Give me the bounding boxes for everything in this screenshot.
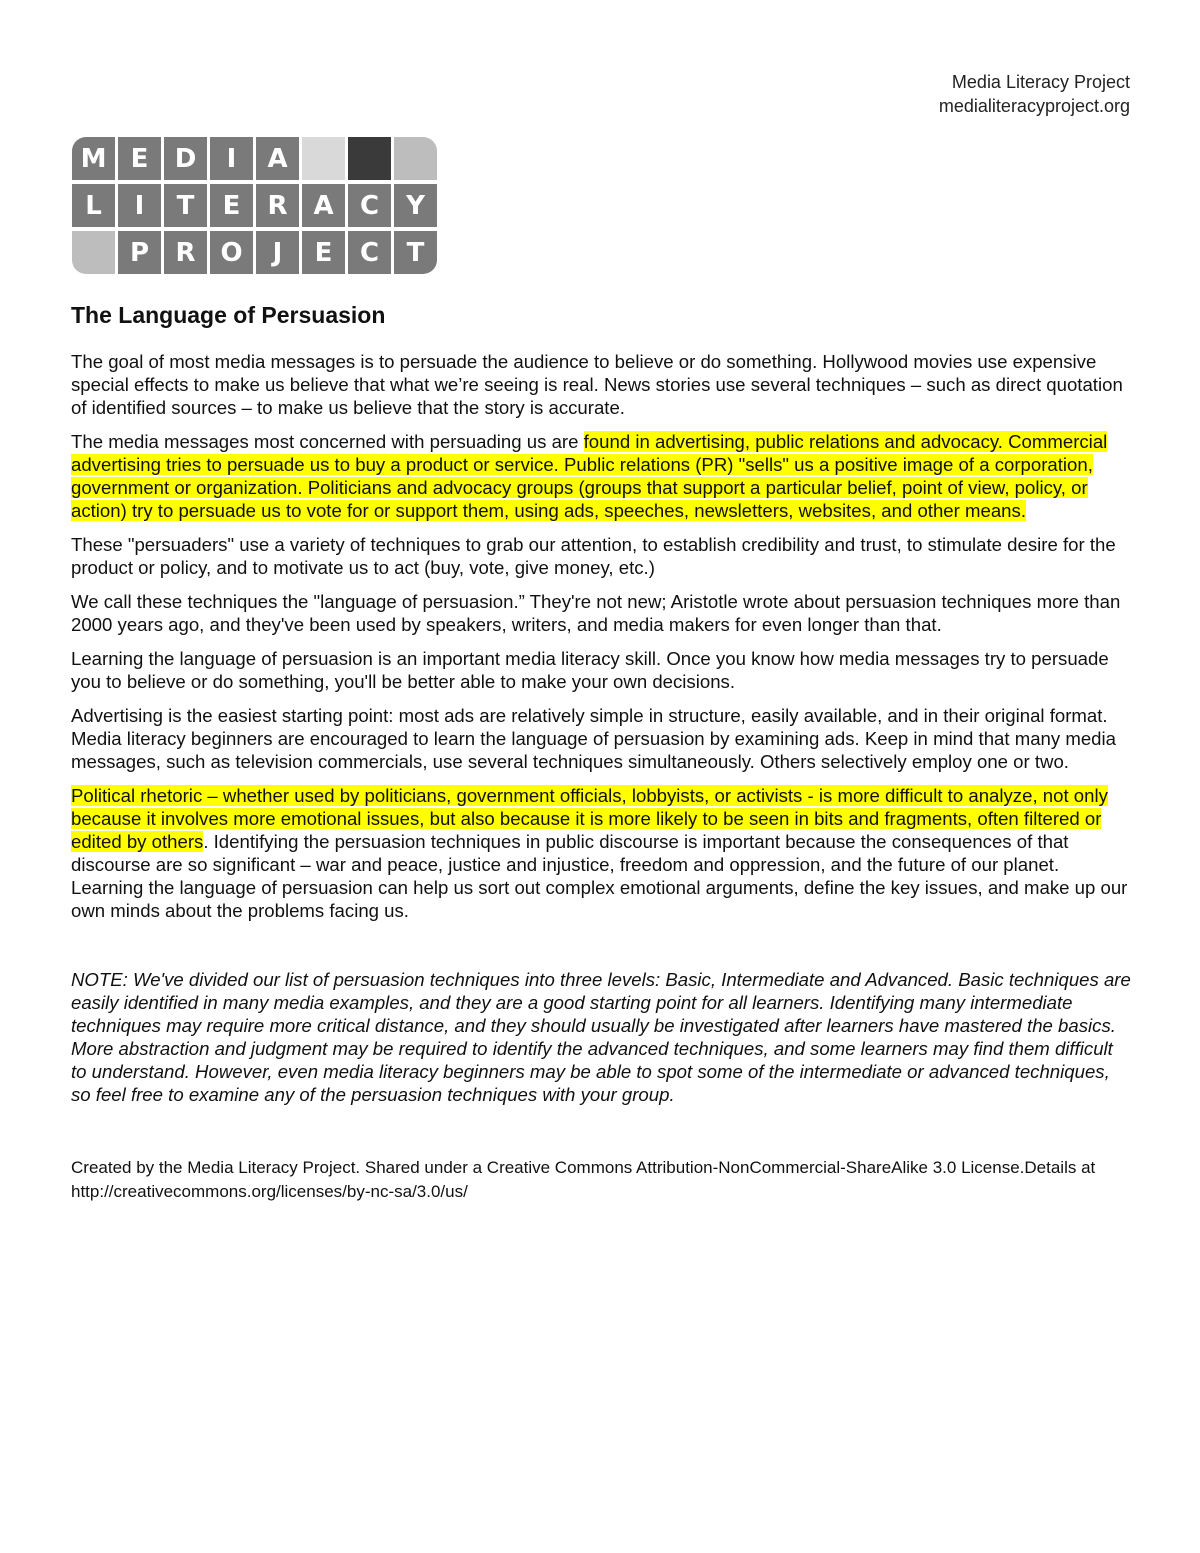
note-paragraph: NOTE: We've divided our list of persuasion techniques into three levels: Basic, Intermediate and Advanced. Basic techniques are easily identified in many media examples, and they are a good starting point for all learners. Identifying many intermediate techniques may require more critical distance, and they should usually be investigated after learners have mastered the basics. More abstraction and judgment may be required to identify the advanced techniques, and some learners may find them difficult to understand. However, even media literacy beginners may be able to spot some of the intermediate or advanced techniques, so feel free to examine any of the persuasion techniques with your group. (71, 969, 1131, 1105)
logo-tile: E (118, 137, 161, 180)
logo-row-2 (72, 184, 437, 227)
logo-tile: P (118, 231, 161, 274)
logo-tile-blank (348, 137, 391, 180)
paragraph-learning: Learning the language of persuasion is an important media literacy skill. Once you know how media messages try to persuade you to believe or do something, you'll be better able to make your own decisions. (71, 648, 1109, 692)
logo-tile: J (256, 231, 299, 274)
highlighted-text: Political rhetoric – whether used by politicians, government officials, lobbyists, or activists - is more difficult to analyze, not only because it involves more emotional issues, but also because it is more likely to be seen in bits and fragments, often filtered or edited by others (71, 785, 1108, 852)
paragraph-advertising: Advertising is the easiest starting point: most ads are relatively simple in structure, easily available, and in their original format. Media literacy beginners are encouraged to learn the language of persuasion by examining ads. Keep in mind that many media messages, such as television commercials, use several techniques simultaneously. Others selectively employ one or two. (71, 705, 1116, 772)
logo-tile: D (164, 137, 207, 180)
logo-tile: A (302, 184, 345, 227)
media-literacy-project-logo (72, 137, 425, 275)
paragraph-political-rhetoric (71, 784, 1131, 922)
logo-tile: O (210, 231, 253, 274)
footer-license: Created by the Media Literacy Project. Shared under a Creative Commons Attribution-NonCommercial-ShareAlike 3.0 License.Details at http://creativecommons.org/licenses/by-nc-sa/3.0/us/ (71, 1158, 1096, 1201)
logo-tile: A (256, 137, 299, 180)
logo-tile-blank (394, 137, 437, 180)
logo-tile: M (72, 137, 115, 180)
paragraph-persuaders-types (71, 430, 1131, 522)
logo-tile: T (164, 184, 207, 227)
paragraph-intro: The goal of most media messages is to persuade the audience to believe or do something. Hollywood movies use expensive special effects to make us believe that what we’re seeing is real. News stories use several techniques – such as direct quotation of identified sources – to make us believe that the story is accurate. (71, 351, 1123, 418)
paragraph-techniques: These "persuaders" use a variety of techniques to grab our attention, to establish credibility and trust, to stimulate desire for the product or policy, and to motivate us to act (buy, vote, give money, etc.) (71, 534, 1116, 578)
logo-tile-blank (72, 231, 115, 274)
logo-tile: E (302, 231, 345, 274)
document-body (71, 300, 1131, 1215)
logo-row-3 (72, 231, 437, 274)
logo-tile: L (72, 184, 115, 227)
logo-tile: R (164, 231, 207, 274)
paragraph-text: . Identifying the persuasion techniques in public discourse is important because the consequences of that discourse are so significant – war and peace, justice and injustice, freedom and oppression, and the future of our planet. Learning the language of persuasion can help us sort out complex emotional arguments, define the key issues, and make up our own minds about the problems facing us. (71, 831, 1128, 921)
header-org-info (939, 70, 1130, 118)
paragraph-text: The media messages most concerned with persuading us are (71, 431, 584, 452)
logo-row-1 (72, 137, 437, 180)
page-title: The Language of Persuasion (71, 302, 386, 328)
logo-tile: T (394, 231, 437, 274)
logo-tile: C (348, 231, 391, 274)
org-url: medialiteracyproject.org (938, 96, 1130, 116)
logo-tile: R (256, 184, 299, 227)
logo-tile: E (210, 184, 253, 227)
paragraph-language-of-persuasion: We call these techniques the "language of persuasion.” They're not new; Aristotle wrote about persuasion techniques more than 2000 years ago, and they've been used by speakers, writers, and media makers for even longer than that. (71, 591, 1121, 635)
org-name: Media Literacy Project (951, 72, 1130, 92)
logo-tile: C (348, 184, 391, 227)
logo-tile: Y (394, 184, 437, 227)
logo-tile: I (210, 137, 253, 180)
highlighted-text: found in advertising, public relations and advocacy. Commercial advertising tries to persuade us to buy a product or service. Public relations (PR) "sells" us a positive image of a corporation, government or organization. Politicians and advocacy groups (groups that support a particular belief, point of view, policy, or action) try to persuade us to vote for or support them, using ads, speeches, newsletters, websites, and other means. (71, 431, 1108, 521)
logo-tile-blank (302, 137, 345, 180)
logo-tile: I (118, 184, 161, 227)
